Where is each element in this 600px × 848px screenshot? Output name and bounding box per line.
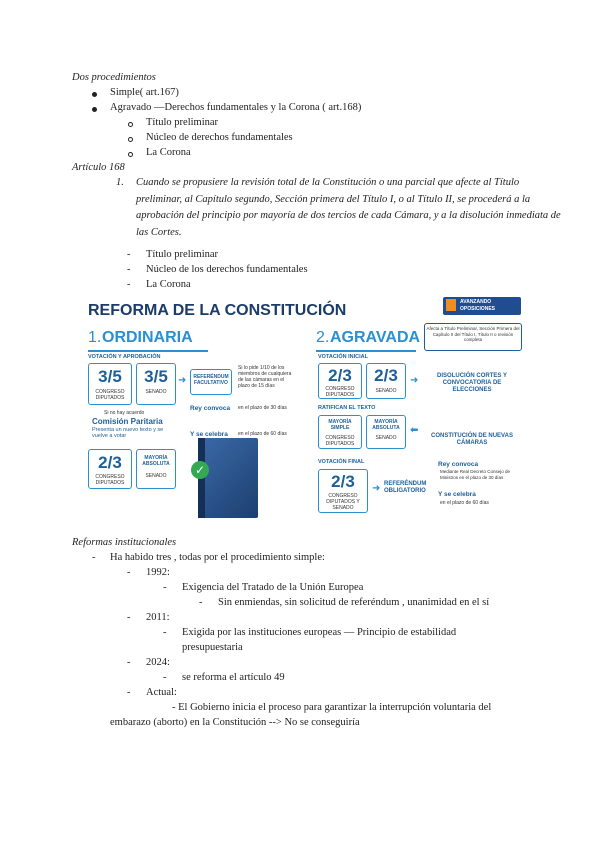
final-box [318,469,368,513]
ordinaria-num: 1. [88,329,102,346]
mayoria-label: MAYORÍA ABSOLUTA [372,419,400,431]
celebra-note: en el plazo de 60 días [440,500,489,506]
circle-bullet-icon [128,152,133,157]
article-text: Cuando se propusiere la revisión total de la Constitución o una parcial que afecte al Título preliminar, al Capítulo segundo, Sección primera del Título I, o al Título II, se procederá a la aprobación del principio por mayoría de dos tercios de cada Cámara, y a la disolución inmediata de las Cortes. [136,177,561,238]
dash-icon: - [127,687,131,698]
final-label: VOTACIÓN FINAL [318,459,365,465]
dash-icon: - [199,597,203,608]
affects-text: Afecta a Título Preliminar, Sección Primera del Capítulo II del Título I, Título II o revisión completa [426,326,520,342]
dash-icon: - [163,672,167,683]
congreso2-box [88,449,132,489]
list-item: se reforma el artículo 49 [182,672,285,683]
celebra-label: Y se celebra [438,491,476,498]
reform-infographic [78,293,528,523]
year-label: 2024: [146,657,170,668]
divider [316,350,416,352]
sub-list-item: Núcleo de derechos fundamentales [146,132,293,143]
celebra-note: en el plazo de 60 días [238,431,287,437]
infographic-title: REFORMA DE LA CONSTITUCIÓN [88,302,347,319]
constitucion-label: CONSTITUCIÓN DE NUEVAS CÁMARAS [431,433,513,446]
sub-list-item: Título preliminar [146,117,219,128]
rey-label: Rey convoca [438,461,479,468]
dash-icon: - [127,612,131,623]
dash-icon: - [163,582,167,593]
circle-bullet-icon [128,137,133,142]
rey-note: Mediante Real Decreto Consejo de Ministros en el plazo de 30 días [440,469,511,480]
ref-note: Si lo pide 1/10 de los miembros de cualquiera de las cámaras en el plazo de 15 días [238,365,292,389]
dash-item: Núcleo de los derechos fundamentales [146,264,308,275]
celebra-label: Y se celebra [190,431,228,438]
fraction: 2/3 [331,472,355,491]
rey-label: Rey convoca [190,405,231,412]
ratifican-label: RATIFICAN EL TEXTO [318,405,376,411]
congreso-box [318,363,362,399]
agravada-heading: AGRAVADA [330,329,421,346]
dash-item: La Corona [146,279,191,290]
list-item: Simple( art.167) [110,87,179,98]
ref-obligatorio-label: REFERÉNDUM OBLIGATORIO [384,481,427,494]
dash-icon: - [127,249,131,260]
logo-mark-icon [446,299,456,311]
list-item: Agravado —Derechos fundamentales y la Corona ( art.168) [110,102,362,113]
senado-box [366,363,406,399]
fraction: 3/5 [98,367,122,386]
mayoria-abs-box [366,415,406,449]
senado-box [136,363,176,405]
list-item: Exigencia del Tratado de la Unión Europea [182,582,364,593]
dash-icon: - [127,657,131,668]
referendum-label: REFERÉNDUM FACULTATIVO [193,374,229,386]
divider [88,350,208,352]
rey-note: en el plazo de 30 días [238,405,287,411]
bullet-icon [92,92,97,97]
sub-list-item: La Corona [146,147,191,158]
fraction: 2/3 [374,366,398,385]
no-agreement: Si no hay acuerdo [104,410,145,416]
mayoria-label: MAYORÍA ABSOLUTA [142,455,170,467]
arrow-right-icon: ➜ [372,483,381,494]
box-label: SENADO [145,389,167,395]
dash-icon: - [127,279,131,290]
comision-sub: Presenta un nuevo texto y se vuelve a votar [92,427,164,439]
list-item-cont: presupuestaria [182,642,243,653]
mayoria-box [136,449,176,489]
dash-icon: - [163,627,167,638]
logo-text: OPOSICIONES [460,306,496,312]
mayoria-simple-box [318,415,362,449]
circle-bullet-icon [128,122,133,127]
box-label: CONGRESO DIPUTADOS [325,386,355,398]
box-label: SENADO [145,473,167,479]
box-label: SENADO [375,435,397,441]
vote-label: VOTACIÓN Y APROBACIÓN [88,354,161,360]
fraction: 2/3 [328,366,352,385]
year-label: 2011: [146,612,170,623]
list-item: Sin enmiendas, sin solicitud de referéndum , unanimidad en el sí [218,597,490,608]
arrow-right-icon: ➜ [410,375,419,386]
comision-title: Comisión Paritaria [92,417,163,426]
year-label: Actual: [146,687,177,698]
check-icon: ✓ [191,461,209,479]
list-item: - El Gobierno inicia el proceso para garantizar la interrupción voluntaria del [172,702,492,713]
list-item: Ha habido tres , todas por el procedimiento simple: [110,552,325,563]
vote-label: VOTACIÓN INICIAL [318,354,369,360]
dash-icon: - [127,567,131,578]
fraction: 3/5 [144,367,168,386]
list-item-cont: embarazo (aborto) en la Constitución --> No se conseguiría [110,717,360,728]
congreso-box [88,363,132,405]
box-label: CONGRESO DIPUTADOS Y SENADO [326,493,360,511]
box-label: CONGRESO DIPUTADOS [95,389,125,401]
ordinaria-heading: ORDINARIA [102,329,193,346]
referendum-box [190,369,232,395]
constitution-book-icon [198,438,258,518]
box-label: CONGRESO DIPUTADOS [95,474,125,486]
dash-icon: - [127,264,131,275]
agravada-num: 2. [316,329,330,346]
mayoria-label: MAYORÍA SIMPLE [328,419,352,431]
box-label: SENADO [375,388,397,394]
list-item: Exigida por las instituciones europeas — Principio de estabilidad [182,627,457,638]
year-label: 1992: [146,567,170,578]
affects-box [424,323,522,351]
box-label: CONGRESO DIPUTADOS [325,435,355,447]
arrow-left-icon: ⬅ [410,425,419,436]
bullet-icon [92,107,97,112]
fraction: 2/3 [98,453,122,472]
article-heading: Artículo 168 [72,162,125,173]
article-number: 1. [116,177,124,188]
dash-item: Título preliminar [146,249,219,260]
section-heading: Dos procedimientos [72,72,156,83]
logo-text: AVANZANDO [460,299,492,305]
dash-icon: - [92,552,96,563]
arrow-right-icon: ➜ [178,375,187,386]
disolucion-label: DISOLUCIÓN CORTES Y CONVOCATORIA DE ELECCIONES [437,373,507,393]
section-heading: Reformas institucionales [72,537,177,548]
